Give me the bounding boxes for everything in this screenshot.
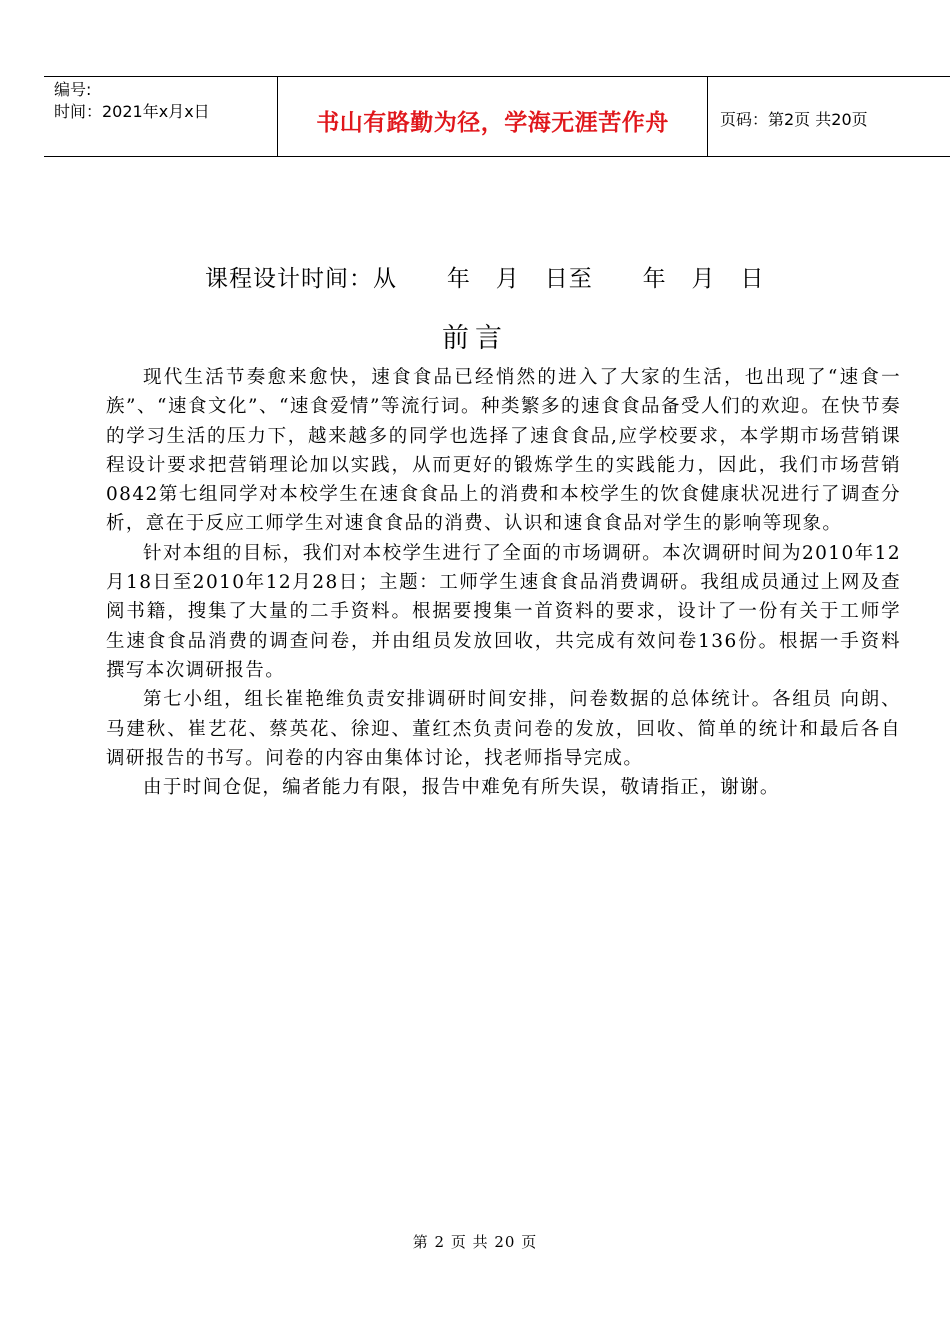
course-design-time: 课程设计时间：从 年 月 日至 年 月 日: [205, 266, 765, 292]
page-title: 前言: [442, 323, 508, 354]
header-info-cell: [44, 77, 278, 156]
header-page-code: 页码：第2页 共20页: [720, 110, 868, 129]
preface-body: [106, 363, 901, 802]
serial-number-label: 编号:: [54, 80, 92, 99]
page-header: [44, 76, 950, 157]
page-footer-number: 第 2 页 共 20 页: [412, 1233, 538, 1251]
paragraph: 针对本组的目标，我们对本校学生进行了全面的市场调研。本次调研时间为2010年12月18日至2010年12月28日；主题：工师学生速食食品消费调研。我组成员通过上网及查阅书籍，搜集了大量的二手资料。根据要搜集一首资料的要求，设计了一份有关于工师学生速食食品消费的调查问卷，并由组员发放回收，共完成有效问卷136份。根据一手资料撰写本次调研报告。: [106, 542, 901, 681]
paragraph: 第七小组，组长崔艳维负责安排调研时间安排，问卷数据的总体统计。各组员 向朗、马建秋、崔艺花、蔡英花、徐迎、董红杰负责问卷的发放，回收、简单的统计和最后各自调研报告的书写。问卷的内容由集体讨论，找老师指导完成。: [106, 689, 901, 769]
header-motto: 书山有路勤为径，学海无涯苦作舟: [278, 77, 708, 156]
paragraph: 由于时间仓促，编者能力有限，报告中难免有所失误，敬请指正，谢谢。: [143, 777, 780, 799]
date-label: 时间：2021年x月x日: [54, 102, 210, 121]
paragraph: 现代生活节奏愈来愈快，速食食品已经悄然的进入了大家的生活，也出现了“速食一族”、“速食文化”、“速食爱情”等流行词。种类繁多的速食食品备受人们的欢迎。在快节奏的学习生活的压力下，越来越多的同学也选择了速食食品,应学校要求，本学期市场营销课程设计要求把营销理论加以实践，从而更好的锻炼学生的实践能力，因此，我们市场营销0842第七组同学对本校学生在速食食品上的消费和本校学生的饮食健康状况进行了调查分析，意在于反应工师学生对速食食品的消费、认识和速食食品对学生的影响等现象。: [106, 367, 901, 535]
